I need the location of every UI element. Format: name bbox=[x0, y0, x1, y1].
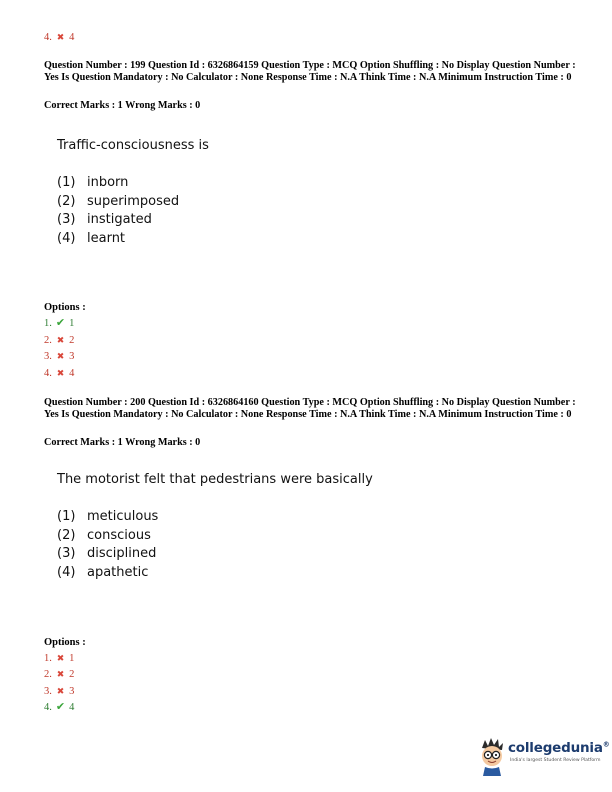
question-200-choice-1 bbox=[57, 508, 158, 526]
cross-icon: ✖ bbox=[56, 686, 65, 696]
collegedunia-logo bbox=[476, 736, 610, 776]
question-199-meta: Question Number : 199 Question Id : 6326864159 Question Type : MCQ Option Shuffling : No Display Question Number : Yes Is Question Mandatory : No Calculator : None Response Time : N.A Think Time : N.A Minimum Instruction Time : 0 bbox=[44, 60, 576, 84]
question-199-text: Traffic-consciousness is bbox=[57, 138, 209, 153]
question-200-options-label: Options : bbox=[44, 637, 86, 648]
option-value: 3 bbox=[69, 686, 75, 697]
choice-text: disciplined bbox=[87, 546, 157, 561]
cross-icon: ✖ bbox=[56, 32, 65, 42]
choice-text: meticulous bbox=[87, 509, 159, 524]
option-value: 2 bbox=[69, 669, 75, 680]
option-value: 4 bbox=[69, 702, 75, 713]
choice-text: apathetic bbox=[87, 565, 149, 580]
option-number: 4. bbox=[44, 702, 52, 713]
choice-number: (4) bbox=[57, 565, 76, 580]
question-200-option-3 bbox=[44, 685, 74, 698]
question-200-marks: Correct Marks : 1 Wrong Marks : 0 bbox=[44, 437, 201, 448]
choice-number: (3) bbox=[57, 212, 76, 227]
brand-name-text: collegedunia bbox=[508, 740, 603, 756]
option-number: 4. bbox=[44, 368, 52, 379]
choice-number: (2) bbox=[57, 194, 76, 209]
choice-number: (1) bbox=[57, 509, 76, 524]
choice-number: (4) bbox=[57, 231, 76, 246]
option-number: 2. bbox=[44, 669, 52, 680]
option-number: 4. bbox=[44, 32, 52, 43]
question-199-choice-2 bbox=[57, 193, 179, 211]
question-199-option-3 bbox=[44, 350, 74, 363]
cross-icon: ✖ bbox=[56, 368, 65, 378]
question-200-option-4 bbox=[44, 701, 74, 714]
choice-number: (1) bbox=[57, 175, 76, 190]
choice-text: superimposed bbox=[87, 194, 180, 209]
check-icon: ✔ bbox=[55, 317, 66, 329]
question-199-option-1 bbox=[44, 317, 74, 330]
question-200-text: The motorist felt that pedestrians were basically bbox=[57, 472, 373, 487]
option-number: 1. bbox=[44, 318, 52, 329]
choice-number: (2) bbox=[57, 528, 76, 543]
option-value: 4 bbox=[69, 32, 75, 43]
choice-number: (3) bbox=[57, 546, 76, 561]
question-200-meta: Question Number : 200 Question Id : 6326864160 Question Type : MCQ Option Shuffling : No Display Question Number : Yes Is Question Mandatory : No Calculator : None Response Time : N.A Think Time : N.A Minimum Instruction Time : 0 bbox=[44, 397, 576, 421]
option-value: 4 bbox=[69, 368, 75, 379]
choice-text: instigated bbox=[87, 212, 152, 227]
option-value: 2 bbox=[69, 335, 75, 346]
question-200-choice-3 bbox=[57, 545, 156, 563]
question-200-option-1 bbox=[44, 652, 74, 665]
brand-registered-mark: ® bbox=[602, 740, 610, 749]
question-200-choice-4 bbox=[57, 564, 148, 582]
choice-text: learnt bbox=[87, 231, 126, 246]
cross-icon: ✖ bbox=[56, 351, 65, 361]
choice-text: conscious bbox=[87, 528, 151, 543]
question-199-options-label: Options : bbox=[44, 302, 86, 313]
mascot-icon bbox=[476, 736, 508, 776]
brand-tagline: India's largest Student Review Platform bbox=[510, 758, 601, 763]
question-200-choice-2 bbox=[57, 527, 151, 545]
cross-icon: ✖ bbox=[56, 335, 65, 345]
option-number: 3. bbox=[44, 351, 52, 362]
question-199-choice-3 bbox=[57, 211, 152, 229]
question-199-option-4 bbox=[44, 367, 74, 380]
question-200-option-2 bbox=[44, 668, 74, 681]
option-value: 1 bbox=[69, 318, 75, 329]
question-199-option-2 bbox=[44, 334, 74, 347]
option-number: 3. bbox=[44, 686, 52, 697]
prev-option-4 bbox=[44, 31, 74, 44]
check-icon: ✔ bbox=[55, 701, 66, 713]
question-199-choice-4 bbox=[57, 230, 125, 248]
choice-text: inborn bbox=[87, 175, 129, 190]
cross-icon: ✖ bbox=[56, 669, 65, 679]
option-number: 1. bbox=[44, 653, 52, 664]
option-value: 1 bbox=[69, 653, 75, 664]
cross-icon: ✖ bbox=[56, 653, 65, 663]
brand-name bbox=[508, 740, 610, 756]
question-199-choice-1 bbox=[57, 174, 128, 192]
option-value: 3 bbox=[69, 351, 75, 362]
option-number: 2. bbox=[44, 335, 52, 346]
question-199-marks: Correct Marks : 1 Wrong Marks : 0 bbox=[44, 100, 201, 111]
